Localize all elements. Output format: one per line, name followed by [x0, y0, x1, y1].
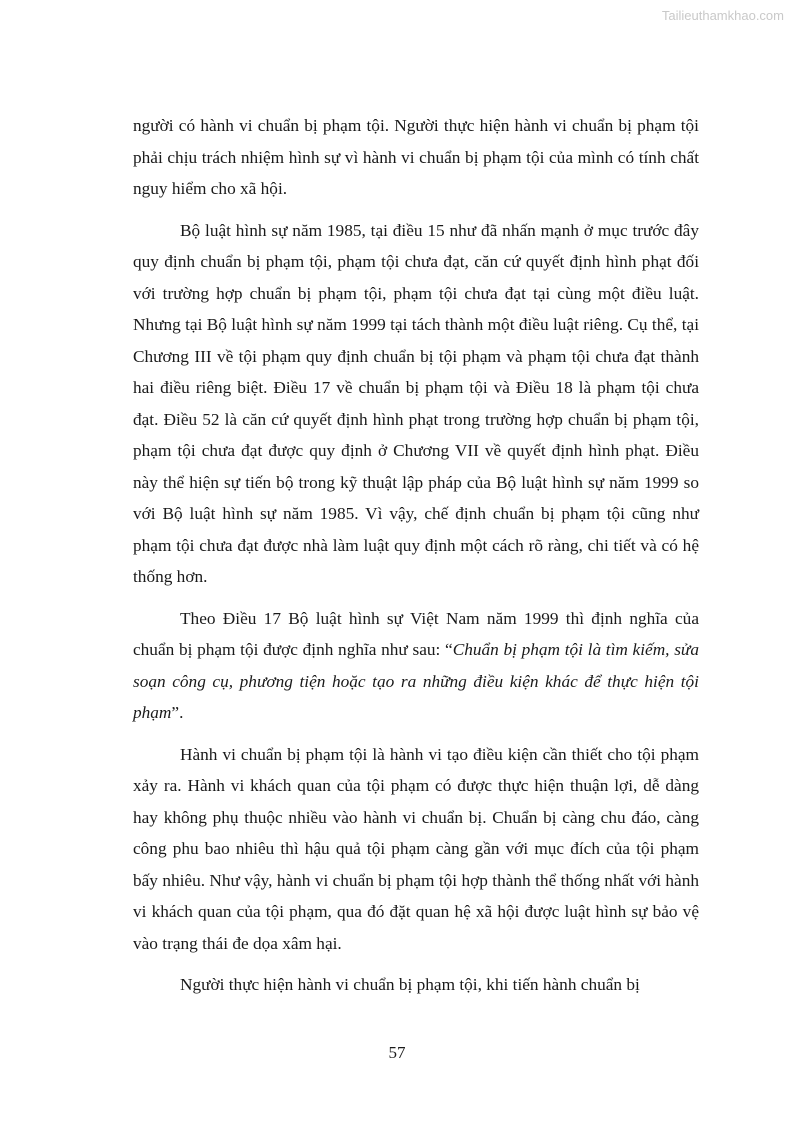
- paragraph-definition: [133, 603, 699, 729]
- definition-tail: ”.: [171, 703, 184, 722]
- paragraph: Bộ luật hình sự năm 1985, tại điều 15 như đã nhấn mạnh ở mục trước đây quy định chuẩn bị phạm tội, phạm tội chưa đạt, căn cứ quyết định hình phạt đối với trường hợp chuẩn bị phạm tội, phạm tội chưa đạt tại cùng một điều luật. Nhưng tại Bộ luật hình sự năm 1999 tại tách thành một điều luật riêng. Cụ thể, tại Chương III về tội phạm quy định chuẩn bị tội phạm và phạm tội chưa đạt thành hai điều riêng biệt. Điều 17 về chuẩn bị phạm tội và Điều 18 là phạm tội chưa đạt. Điều 52 là căn cứ quyết định hình phạt trong trường hợp chuẩn bị phạm tội, phạm tội chưa đạt được quy định ở Chương VII về quyết định hình phạt. Điều này thể hiện sự tiến bộ trong kỹ thuật lập pháp của Bộ luật hình sự năm 1999 so với Bộ luật hình sự năm 1985. Vì vậy, chế định chuẩn bị phạm tội cũng như phạm tội chưa đạt được nhà làm luật quy định một cách rõ ràng, chi tiết và có hệ thống hơn.: [133, 220, 699, 586]
- definition-quote: Chuẩn bị phạm tội là tìm kiếm, sửa soạn công cụ, phương tiện hoặc tạo ra những điều kiện khác để thực hiện tội phạm: [133, 640, 699, 722]
- watermark: Tailieuthamkhao.com: [661, 8, 784, 23]
- page-number: 57: [388, 1043, 406, 1062]
- document-body: [133, 110, 699, 1011]
- paragraph: Hành vi chuẩn bị phạm tội là hành vi tạo điều kiện cần thiết cho tội phạm xảy ra. Hành vi khách quan của tội phạm có được thực hiện thuận lợi, dễ dàng hay không phụ thuộc nhiều vào hành vi chuẩn bị. Chuẩn bị càng chu đáo, càng công phu bao nhiêu thì hậu quả tội phạm càng gần với mục đích của tội phạm bấy nhiêu. Như vậy, hành vi chuẩn bị phạm tội hợp thành thể thống nhất với hành vi khách quan của tội phạm, qua đó đặt quan hệ xã hội được luật hình sự bảo vệ vào trạng thái đe dọa xâm hại.: [133, 744, 699, 953]
- definition-lead: Theo Điều 17 Bộ luật hình sự Việt Nam năm 1999 thì định nghĩa của chuẩn bị phạm tội được định nghĩa như sau: “: [133, 608, 699, 659]
- paragraph-continued: người có hành vi chuẩn bị phạm tội. Người thực hiện hành vi chuẩn bị phạm tội phải chịu trách nhiệm hình sự vì hành vi chuẩn bị phạm tội của mình có tính chất nguy hiểm cho xã hội.: [133, 116, 699, 198]
- paragraph: Người thực hiện hành vi chuẩn bị phạm tội, khi tiến hành chuẩn bị: [180, 975, 640, 994]
